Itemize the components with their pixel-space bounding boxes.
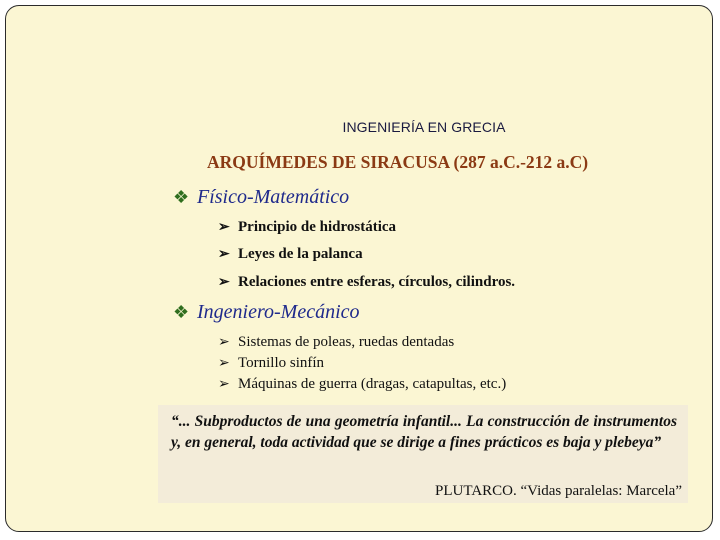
arrow-bullet-icon: ➢ bbox=[218, 356, 230, 371]
list-item-label: Sistemas de poleas, ruedas dentadas bbox=[238, 334, 455, 350]
slide-title: INGENIERÍA EN GRECIA bbox=[342, 119, 506, 135]
list-item-label: Máquinas de guerra (dragas, catapultas, etc.) bbox=[238, 376, 507, 392]
list-item bbox=[218, 246, 363, 263]
arrow-bullet-icon: ➢ bbox=[218, 377, 230, 392]
list-item bbox=[218, 355, 324, 372]
section-heading-label: Ingeniero-Mecánico bbox=[197, 301, 360, 323]
quote-attribution: PLUTARCO. “Vidas paralelas: Marcela” bbox=[435, 483, 682, 499]
list-item-label: Leyes de la palanca bbox=[238, 246, 363, 262]
section-heading-ingeniero-mecanico bbox=[173, 301, 360, 324]
list-item bbox=[218, 219, 396, 236]
quote-text: “... Subproductos de una geometría infantil... La construcción de instrumentos y, en general, toda actividad que se dirige a fines prácticos es baja y plebeya” bbox=[171, 413, 677, 451]
list-item bbox=[218, 274, 515, 291]
arrow-bullet-icon: ➢ bbox=[218, 335, 230, 350]
section-heading-fisico-matematico bbox=[173, 186, 349, 209]
slide-subtitle: ARQUÍMEDES DE SIRACUSA (287 a.C.-212 a.C) bbox=[207, 152, 589, 172]
list-item-label: Principio de hidrostática bbox=[238, 219, 397, 235]
diamond-bullet-icon: ❖ bbox=[173, 302, 190, 322]
list-item-label: Relaciones entre esferas, círculos, cilindros. bbox=[238, 274, 516, 290]
arrow-bullet-icon: ➢ bbox=[218, 220, 230, 235]
arrow-bullet-icon: ➢ bbox=[218, 247, 230, 262]
section-heading-label: Físico-Matemático bbox=[197, 186, 350, 208]
list-item bbox=[218, 334, 454, 351]
list-item bbox=[218, 376, 506, 393]
diamond-bullet-icon: ❖ bbox=[173, 187, 190, 207]
list-item-label: Tornillo sinfín bbox=[238, 355, 325, 371]
arrow-bullet-icon: ➢ bbox=[218, 275, 230, 290]
